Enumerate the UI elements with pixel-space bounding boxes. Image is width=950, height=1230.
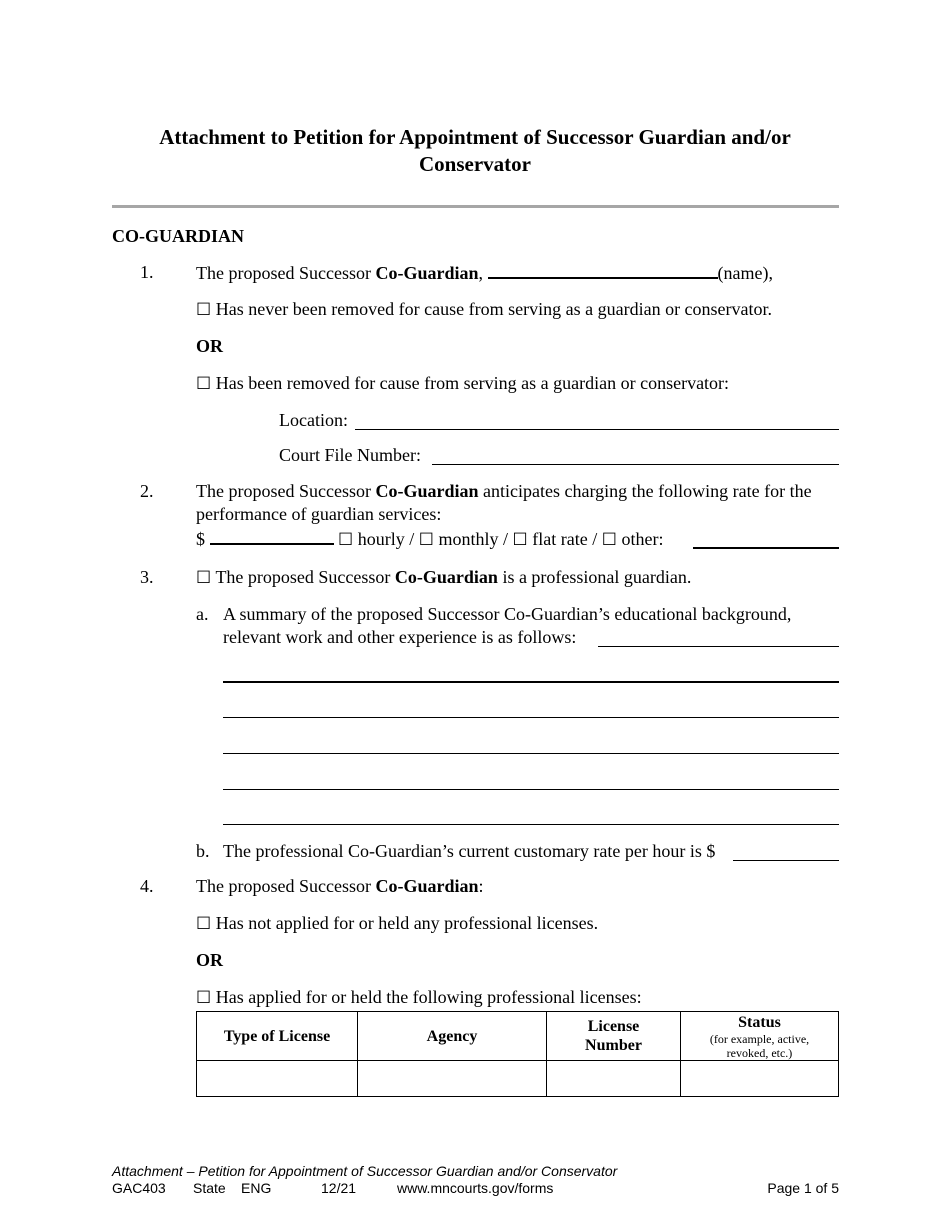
checkbox-other[interactable]: ☐ (601, 530, 617, 550)
court-file-label: Court File Number: (279, 445, 421, 465)
checkbox-hourly[interactable]: ☐ (338, 530, 354, 550)
item-3-number: 3. (140, 567, 154, 587)
checkbox-flat-rate[interactable]: ☐ (512, 530, 528, 550)
option-hourly: hourly / (357, 529, 415, 549)
item-3b-label: b. (196, 841, 210, 861)
or-label-1: OR (196, 336, 223, 356)
table-row (197, 1061, 839, 1097)
title-line-2: Conservator (419, 152, 531, 176)
section-heading: CO-GUARDIAN (112, 226, 244, 246)
footer-jurisdiction: State (193, 1180, 226, 1196)
license-table (196, 1011, 839, 1097)
summary-field-line-2[interactable] (223, 681, 839, 683)
checkbox-never-removed[interactable]: ☐ (196, 300, 212, 320)
court-file-number-field[interactable] (432, 464, 839, 465)
rate-amount-field[interactable] (210, 527, 334, 545)
co-guardian-name-field[interactable] (488, 261, 718, 279)
checkbox-not-applied[interactable]: ☐ (196, 914, 212, 934)
location-label: Location: (279, 410, 348, 430)
item-4-intro: The proposed Successor Co-Guardian: (196, 876, 484, 896)
col-type-of-license: Type of License (197, 1012, 358, 1061)
col-status: Status (for example, active, revoked, etc.) (681, 1012, 839, 1061)
item-3a-line-2: relevant work and other experience is as follows: (223, 627, 577, 647)
option-monthly: monthly / (438, 529, 509, 549)
location-field[interactable] (355, 429, 839, 430)
footer-page-label: Page 1 of 5 (767, 1180, 839, 1196)
footer-title: Attachment – Petition for Appointment of Successor Guardian and/or Conservator (112, 1163, 618, 1179)
item-4-number: 4. (140, 876, 154, 896)
option-other: other: (621, 529, 664, 549)
summary-field-line-1[interactable] (598, 646, 839, 647)
col-agency: Agency (358, 1012, 547, 1061)
item-1-bold: Co-Guardian (375, 263, 479, 283)
cell-type-of-license[interactable] (197, 1061, 358, 1097)
checkbox-professional-guardian[interactable]: ☐ (196, 568, 212, 588)
checkbox-applied[interactable]: ☐ (196, 988, 212, 1008)
other-rate-field[interactable] (693, 547, 839, 549)
footer-website[interactable]: www.mncourts.gov/forms (397, 1180, 554, 1196)
title-line-1: Attachment to Petition for Appointment of Successor Guardian and/or (159, 125, 791, 149)
option-never-removed[interactable]: ☐ Has never been removed for cause from serving as a guardian or conservator. (196, 299, 773, 320)
dollar-sign: $ (196, 529, 205, 549)
summary-field-line-3[interactable] (223, 717, 839, 718)
option-applied[interactable]: ☐ Has applied for or held the following professional licenses: (196, 987, 642, 1008)
option-flat-rate: flat rate / (532, 529, 598, 549)
item-3a-line-1: A summary of the proposed Successor Co-Guardian’s educational background, (223, 604, 792, 624)
footer-revision: 12/21 (321, 1180, 357, 1196)
item-1-number: 1. (140, 262, 154, 282)
title-divider (112, 205, 839, 208)
license-table-header (197, 1012, 839, 1061)
col-license-number: License Number (547, 1012, 681, 1061)
cell-agency[interactable] (358, 1061, 547, 1097)
cell-status[interactable] (681, 1061, 839, 1097)
item-2-text-line-2: performance of guardian services: (196, 504, 442, 524)
hourly-rate-field[interactable] (733, 860, 839, 861)
or-label-2: OR (196, 950, 223, 970)
item-2-number: 2. (140, 481, 154, 501)
summary-field-line-4[interactable] (223, 753, 839, 754)
checkbox-monthly[interactable]: ☐ (418, 530, 434, 550)
checkbox-removed[interactable]: ☐ (196, 374, 212, 394)
option-not-applied[interactable]: ☐ Has not applied for or held any professional licenses. (196, 913, 599, 934)
item-3b-text: The professional Co-Guardian’s current customary rate per hour is $ (223, 841, 716, 861)
rate-row (196, 527, 663, 552)
footer-language: ENG (241, 1180, 272, 1196)
page-title (112, 124, 838, 178)
item-3-professional[interactable]: ☐ The proposed Successor Co-Guardian is a professional guardian. (196, 567, 692, 588)
option-removed[interactable]: ☐ Has been removed for cause from serving as a guardian or conservator: (196, 373, 730, 394)
item-1-intro: The proposed Successor Co-Guardian, (name), (196, 263, 773, 283)
item-3a-label: a. (196, 604, 209, 624)
summary-field-line-5[interactable] (223, 789, 839, 790)
summary-field-line-6[interactable] (223, 824, 839, 825)
name-label: (name), (717, 263, 773, 283)
cell-license-number[interactable] (547, 1061, 681, 1097)
footer-form-code: GAC403 (112, 1180, 166, 1196)
item-2-text-line-1: The proposed Successor Co-Guardian anticipates charging the following rate for the (196, 481, 812, 501)
